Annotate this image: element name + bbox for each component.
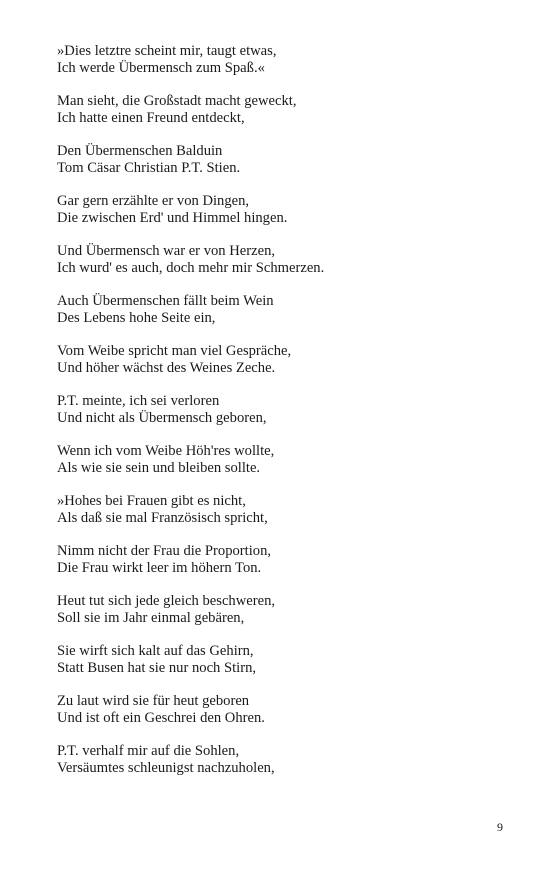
verse-line: Ich werde Übermensch zum Spaß.« (57, 60, 265, 76)
stanza-4 (57, 193, 517, 227)
verse-line: Tom Cäsar Christian P.T. Stien. (57, 160, 241, 176)
verse-line: Den Übermenschen Balduin (57, 143, 223, 159)
stanza-2 (57, 93, 517, 127)
stanza-10 (57, 493, 517, 527)
verse-line: Die Frau wirkt leer im höhern Ton. (57, 560, 262, 576)
verse-line: Und nicht als Übermensch geboren, (57, 410, 267, 426)
verse-line: Wenn ich vom Weibe Höh'res wollte, (57, 443, 275, 459)
verse-line: Nimm nicht der Frau die Proportion, (57, 543, 272, 559)
stanza-7 (57, 343, 517, 377)
stanza-1 (57, 43, 517, 77)
verse-line: Heut tut sich jede gleich beschweren, (57, 593, 276, 609)
verse-line: Als daß sie mal Französisch spricht, (57, 510, 268, 526)
verse-line: Ich wurd' es auch, doch mehr mir Schmerzen. (57, 260, 325, 276)
stanza-12 (57, 593, 517, 627)
verse-line: Sie wirft sich kalt auf das Gehirn, (57, 643, 254, 659)
verse-line: P.T. verhalf mir auf die Sohlen, (57, 743, 240, 759)
verse-line: Vom Weibe spricht man viel Gespräche, (57, 343, 292, 359)
stanza-14 (57, 693, 517, 727)
verse-line: Die zwischen Erd' und Himmel hingen. (57, 210, 288, 226)
verse-line: Versäumtes schleunigst nachzuholen, (57, 760, 275, 776)
stanza-5 (57, 243, 517, 277)
verse-line: P.T. meinte, ich sei verloren (57, 393, 220, 409)
verse-line: Auch Übermenschen fällt beim Wein (57, 293, 274, 309)
verse-line: »Dies letztre scheint mir, taugt etwas, (57, 43, 277, 59)
stanza-6 (57, 293, 517, 327)
verse-line: Ich hatte einen Freund entdeckt, (57, 110, 245, 126)
verse-line: Man sieht, die Großstadt macht geweckt, (57, 93, 297, 109)
verse-line: Soll sie im Jahr einmal gebären, (57, 610, 245, 626)
verse-line: Des Lebens hohe Seite ein, (57, 310, 216, 326)
stanza-15 (57, 743, 517, 777)
verse-line: Gar gern erzählte er von Dingen, (57, 193, 250, 209)
verse-line: »Hohes bei Frauen gibt es nicht, (57, 493, 246, 509)
poem-body (57, 43, 517, 793)
verse-line: Und Übermensch war er von Herzen, (57, 243, 276, 259)
page-number: 9 (497, 820, 503, 834)
verse-line: Als wie sie sein und bleiben sollte. (57, 460, 261, 476)
stanza-11 (57, 543, 517, 577)
verse-line: Und ist oft ein Geschrei den Ohren. (57, 710, 265, 726)
stanza-13 (57, 643, 517, 677)
verse-line: Und höher wächst des Weines Zeche. (57, 360, 276, 376)
stanza-3 (57, 143, 517, 177)
verse-line: Statt Busen hat sie nur noch Stirn, (57, 660, 257, 676)
stanza-9 (57, 443, 517, 477)
stanza-8 (57, 393, 517, 427)
verse-line: Zu laut wird sie für heut geboren (57, 693, 250, 709)
